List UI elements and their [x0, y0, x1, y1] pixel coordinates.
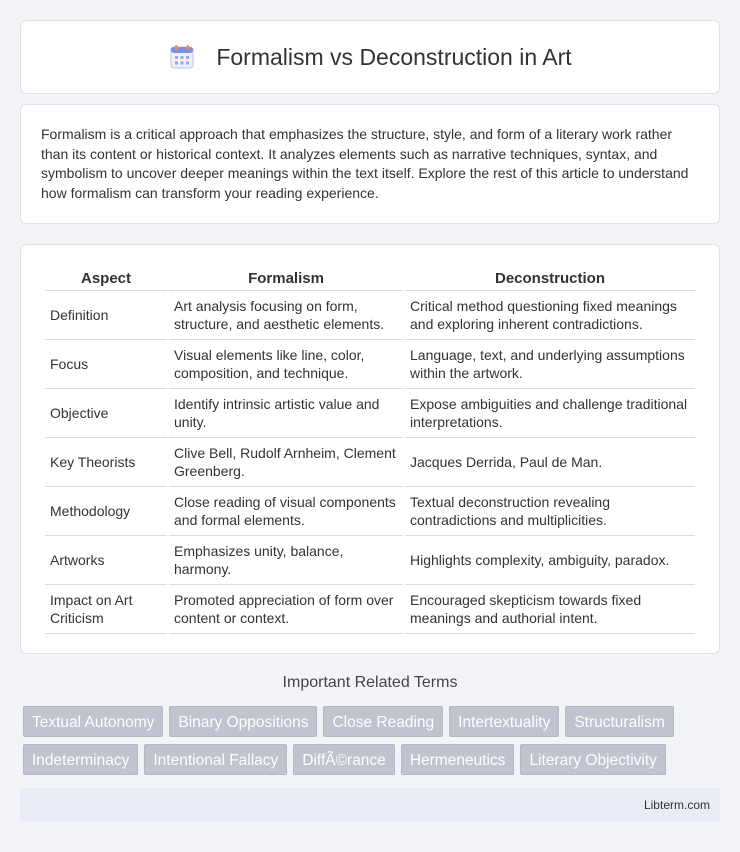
formalism-cell: Visual elements like line, color, composition, and technique. — [169, 340, 403, 389]
tag-close-reading[interactable]: Close Reading — [323, 706, 443, 737]
deconstruction-cell: Encouraged skepticism towards fixed meanings and authorial intent. — [405, 585, 695, 634]
related-terms-title: Important Related Terms — [282, 674, 458, 691]
deconstruction-cell: Critical method questioning fixed meanings and exploring inherent contradictions. — [405, 291, 695, 340]
comparison-card — [20, 244, 720, 654]
deconstruction-cell: Textual deconstruction revealing contradictions and multiplicities. — [405, 487, 695, 536]
calendar-icon — [168, 43, 196, 71]
table-row — [45, 487, 695, 536]
tag-literary-objectivity[interactable]: Literary Objectivity — [520, 744, 665, 775]
related-terms-tags — [20, 706, 720, 775]
intro-text: Formalism is a critical approach that emphasizes the structure, style, and form of a literary work rather than its content or historical context. It analyzes elements such as narrative techniques, syntax, and symbolism to uncover deeper meanings within the text itself. Explore the rest of this article to understand how formalism can transform your reading experience. — [41, 126, 689, 201]
aspect-cell: Focus — [45, 340, 167, 389]
tag-indeterminacy[interactable]: Indeterminacy — [23, 744, 138, 775]
table-row — [45, 536, 695, 585]
aspect-cell: Artworks — [45, 536, 167, 585]
header-aspect: Aspect — [45, 265, 167, 291]
footer — [20, 788, 720, 822]
table-row — [45, 389, 695, 438]
formalism-cell: Identify intrinsic artistic value and unity. — [169, 389, 403, 438]
formalism-cell: Emphasizes unity, balance, harmony. — [169, 536, 403, 585]
header-deconstruction: Deconstruction — [405, 265, 695, 291]
deconstruction-cell: Highlights complexity, ambiguity, paradox. — [405, 536, 695, 585]
tag-structuralism[interactable]: Structuralism — [565, 706, 673, 737]
table-row — [45, 585, 695, 634]
formalism-cell: Promoted appreciation of form over content or context. — [169, 585, 403, 634]
deconstruction-cell: Expose ambiguities and challenge traditional interpretations. — [405, 389, 695, 438]
tag-binary-oppositions[interactable]: Binary Oppositions — [169, 706, 317, 737]
table-row — [45, 291, 695, 340]
aspect-cell: Objective — [45, 389, 167, 438]
comparison-table — [43, 265, 697, 634]
tag-textual-autonomy[interactable]: Textual Autonomy — [23, 706, 163, 737]
header-formalism: Formalism — [169, 265, 403, 291]
tag-intertextuality[interactable]: Intertextuality — [449, 706, 559, 737]
deconstruction-cell: Jacques Derrida, Paul de Man. — [405, 438, 695, 487]
formalism-cell: Clive Bell, Rudolf Arnheim, Clement Greenberg. — [169, 438, 403, 487]
page-title: Formalism vs Deconstruction in Art — [216, 43, 572, 70]
table-header-row — [45, 265, 695, 291]
tag-hermeneutics[interactable]: Hermeneutics — [401, 744, 515, 775]
table-row — [45, 438, 695, 487]
intro-card — [20, 104, 720, 224]
tag-differance[interactable]: DiffÃ©rance — [293, 744, 395, 775]
related-terms-section — [20, 674, 720, 775]
formalism-cell: Close reading of visual components and formal elements. — [169, 487, 403, 536]
aspect-cell: Key Theorists — [45, 438, 167, 487]
deconstruction-cell: Language, text, and underlying assumptions within the artwork. — [405, 340, 695, 389]
formalism-cell: Art analysis focusing on form, structure, and aesthetic elements. — [169, 291, 403, 340]
footer-site-name[interactable]: Libterm.com — [643, 798, 710, 812]
table-row — [45, 340, 695, 389]
aspect-cell: Impact on Art Criticism — [45, 585, 167, 634]
aspect-cell: Methodology — [45, 487, 167, 536]
header-card — [20, 20, 720, 94]
tag-intentional-fallacy[interactable]: Intentional Fallacy — [144, 744, 287, 775]
aspect-cell: Definition — [45, 291, 167, 340]
